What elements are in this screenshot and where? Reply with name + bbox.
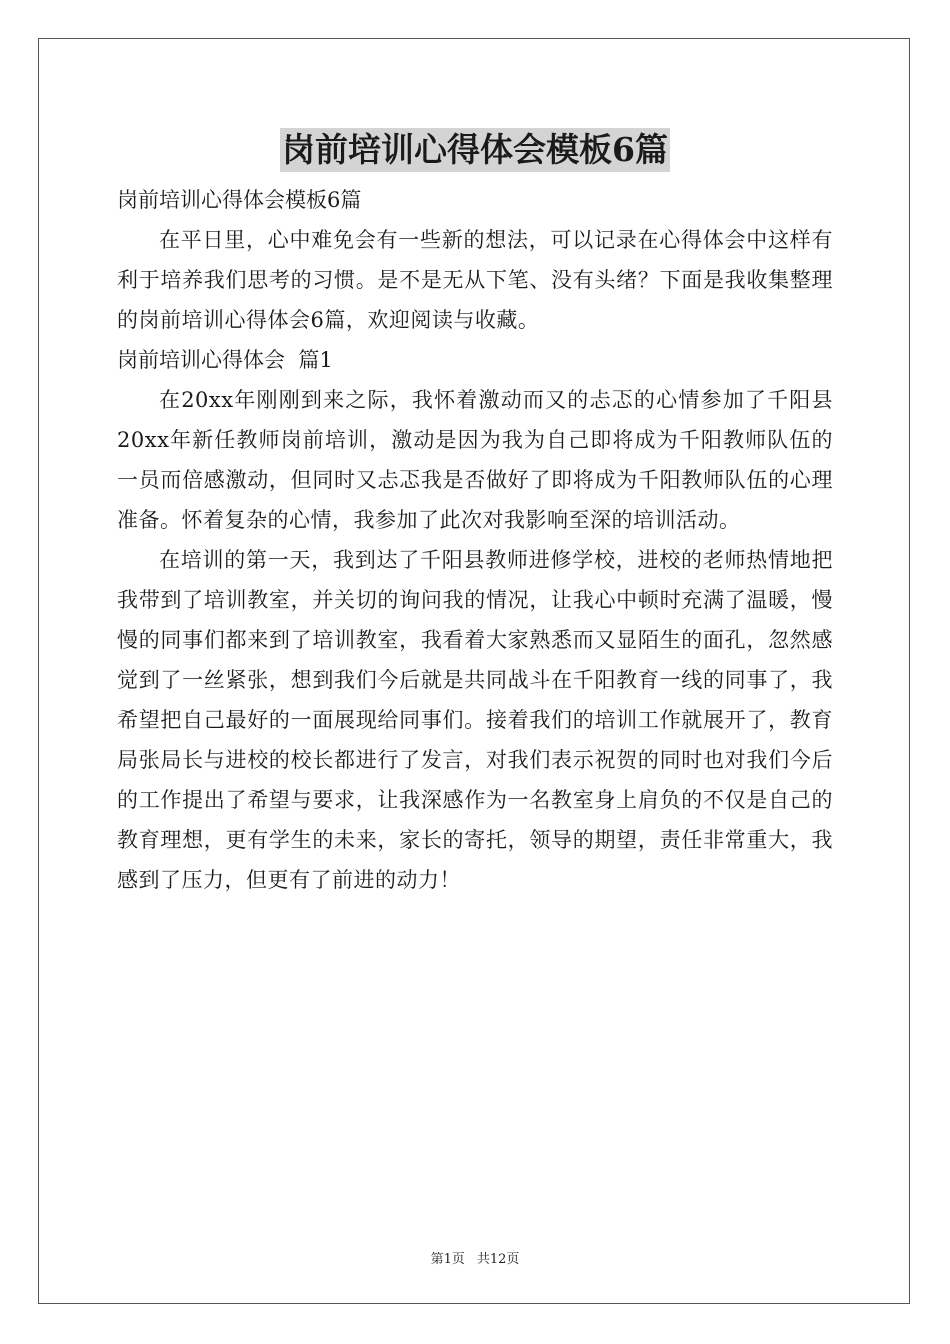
page-total: 共12页 xyxy=(476,1252,520,1267)
document-title xyxy=(0,128,950,178)
section-heading: 岗前培训心得体会 篇1 xyxy=(117,348,333,372)
page-number: 第1页 xyxy=(430,1252,465,1267)
intro-paragraph: 在平日里，心中难免会有一些新的想法，可以记录在心得体会中这样有利于培养我们思考的习惯。是不是无从下笔、没有头绪？下面是我收集整理的岗前培训心得体会6篇，欢迎阅读与收藏。 xyxy=(117,228,833,332)
body-paragraph-2: 在培训的第一天，我到达了千阳县教师进修学校，进校的老师热情地把我带到了培训教室，并关切的询问我的情况，让我心中顿时充满了温暖，慢慢的同事们都来到了培训教室，我看着大家熟悉而又显陌生的面孔，忽然感觉到了一丝紧张，想到我们今后就是共同战斗在千阳教育一线的同事了，我希望把自己最好的一面展现给同事们。接着我们的培训工作就展开了，教育局张局长与进校的校长都进行了发言，对我们表示祝贺的同时也对我们今后的工作提出了希望与要求，让我深感作为一名教室身上肩负的不仅是自己的教育理想，更有学生的未来，家长的寄托，领导的期望，责任非常重大，我感到了压力，但更有了前进的动力！ xyxy=(117,548,833,892)
body-paragraph-1: 在20xx年刚刚到来之际，我怀着激动而又的忐忑的心情参加了千阳县20xx年新任教师岗前培训，激动是因为我为自己即将成为千阳教师队伍的一员而倍感激动，但同时又忐忑我是否做好了即将成为千阳教师队伍的心理准备。怀着复杂的心情，我参加了此次对我影响至深的培训活动。 xyxy=(117,388,833,532)
document-subtitle: 岗前培训心得体会模板6篇 xyxy=(117,188,362,212)
page-footer xyxy=(0,1248,950,1267)
document-title-text: 岗前培训心得体会模板6篇 xyxy=(280,128,670,172)
document-body xyxy=(117,180,833,900)
